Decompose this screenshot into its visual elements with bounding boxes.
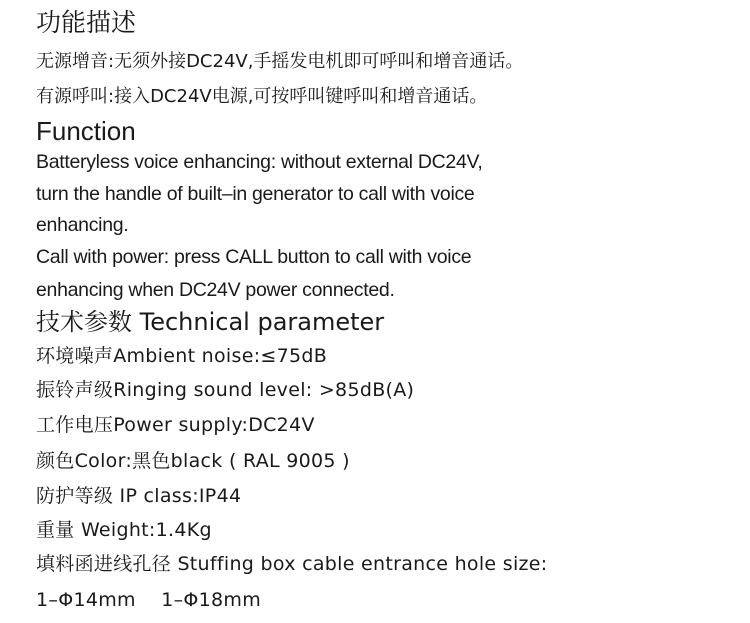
param-ringing-sound-level: 振铃声级Ringing sound level: >85dB(A)	[36, 379, 415, 401]
function-line-passive-zh: 无源增音:无须外接DC24V,手摇发电机即可呼叫和增音通话。	[36, 51, 524, 72]
function-title-en: Function	[36, 116, 136, 146]
function-line-2-en: turn the handle of built–in generator to call with voice	[36, 183, 475, 205]
param-stuffing-box-size: 填料函进线孔径 Stuffing box cable entrance hole size:	[36, 553, 548, 575]
param-power-supply: 工作电压Power supply:DC24V	[36, 414, 315, 436]
param-ambient-noise: 环境噪声Ambient noise:≤75dB	[36, 345, 328, 367]
function-title-zh: 功能描述	[36, 8, 137, 37]
function-line-active-zh: 有源呼叫:接入DC24V电源,可按呼叫键呼叫和增音通话。	[36, 86, 488, 107]
param-hole-diameters: 1–Φ14mm 1–Φ18mm	[36, 589, 262, 611]
param-color: 颜色Color:黑色black ( RAL 9005 )	[36, 450, 350, 472]
function-line-4-en: Call with power: press CALL button to call with voice	[36, 246, 472, 268]
function-line-5-en: enhancing when DC24V power connected.	[36, 279, 395, 301]
param-ip-class: 防护等级 IP class:IP44	[36, 485, 242, 507]
function-line-3-en: enhancing.	[36, 214, 129, 236]
technical-parameter-title: 技术参数 Technical parameter	[36, 308, 385, 336]
param-weight: 重量 Weight:1.4Kg	[36, 519, 212, 541]
function-line-1-en: Batteryless voice enhancing: without external DC24V,	[36, 151, 483, 173]
